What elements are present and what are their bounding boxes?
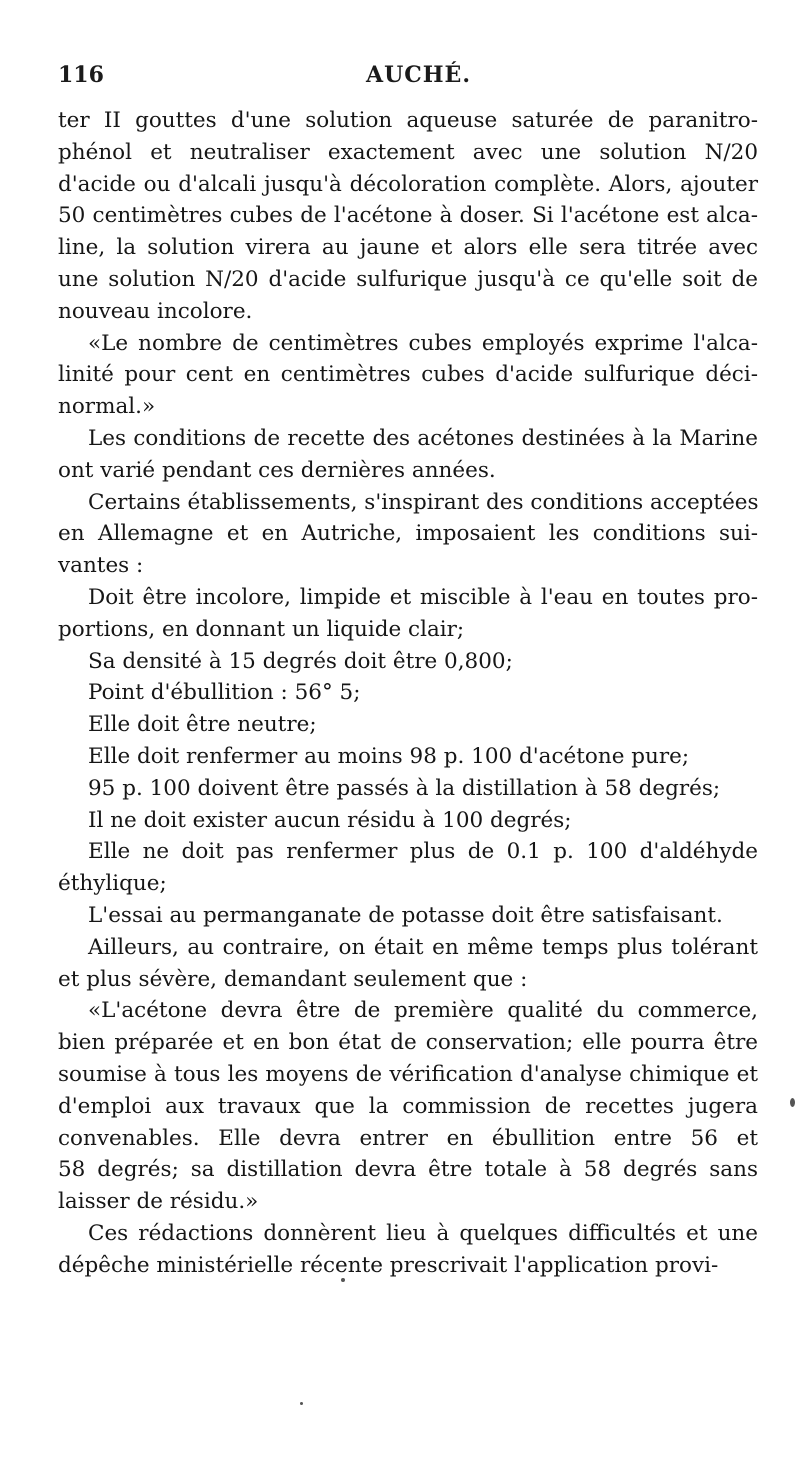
- paragraph: [58, 646, 758, 678]
- paragraph: [58, 932, 758, 996]
- print-speck: [300, 1402, 303, 1405]
- text-line: dépêche ministérielle récente prescrivait l'application provi-: [58, 1252, 719, 1278]
- text-line: une solution N/20 d'acide sulfurique jusqu'à ce qu'elle soit de: [58, 266, 758, 292]
- print-speck: [341, 1278, 345, 1282]
- page-number: 116: [58, 62, 104, 88]
- paragraph: [58, 487, 758, 582]
- paragraph: [58, 773, 758, 805]
- text-line: «L'acétone devra être de première qualité du commerce,: [88, 998, 758, 1024]
- text-line: Elle doit être neutre;: [88, 712, 317, 738]
- text-line: soumise à tous les moyens de vérification d'analyse chimique et: [58, 1061, 758, 1087]
- paragraph: [58, 677, 758, 709]
- page-body-text: [58, 105, 758, 1281]
- text-line: Ailleurs, au contraire, on était en même temps plus tolérant: [88, 934, 758, 960]
- paragraph: [58, 328, 758, 423]
- text-line: phénol et neutraliser exactement avec une solution N/20: [58, 139, 758, 165]
- print-speck: [790, 1098, 795, 1107]
- paragraph: [58, 423, 758, 487]
- text-line: Elle doit renfermer au moins 98 p. 100 d'acétone pure;: [88, 743, 690, 769]
- text-line: et plus sévère, demandant seulement que :: [58, 966, 528, 992]
- text-line: en Allemagne et en Autriche, imposaient les conditions sui-: [58, 521, 758, 547]
- text-line: vantes :: [58, 553, 144, 579]
- text-line: Sa densité à 15 degrés doit être 0,800;: [88, 648, 513, 674]
- paragraph: [58, 709, 758, 741]
- text-line: ont varié pendant ces dernières années.: [58, 457, 496, 483]
- text-line: Doit être incolore, limpide et miscible à l'eau en toutes pro-: [88, 584, 758, 610]
- text-line: convenables. Elle devra entrer en ébullition entre 56 et: [58, 1125, 758, 1151]
- page-header: [58, 62, 758, 102]
- text-line: laisser de résidu.»: [58, 1189, 259, 1215]
- text-line: bien préparée et en bon état de conservation; elle pourra être: [58, 1030, 758, 1056]
- paragraph: [58, 105, 758, 328]
- text-line: L'essai au permanganate de potasse doit être satisfaisant.: [88, 902, 723, 928]
- paragraph: [58, 900, 758, 932]
- text-line: Les conditions de recette des acétones destinées à la Marine: [88, 425, 758, 451]
- running-title: AUCHÉ.: [366, 62, 471, 88]
- text-line: «Le nombre de centimètres cubes employés exprime l'alca-: [88, 330, 758, 356]
- text-line: Ces rédactions donnèrent lieu à quelques difficultés et une: [88, 1220, 758, 1246]
- text-line: éthylique;: [58, 871, 167, 897]
- paragraph: [58, 836, 758, 900]
- text-line: normal.»: [58, 394, 156, 420]
- paragraph: [58, 582, 758, 646]
- text-line: Point d'ébullition : 56° 5;: [88, 680, 361, 706]
- text-line: portions, en donnant un liquide clair;: [58, 616, 465, 642]
- paragraph: [58, 805, 758, 837]
- text-line: d'acide ou d'alcali jusqu'à décoloration complète. Alors, ajouter: [58, 171, 758, 197]
- text-line: 58 degrés; sa distillation devra être totale à 58 degrés sans: [58, 1157, 758, 1183]
- text-line: Certains établissements, s'inspirant des conditions acceptées: [88, 489, 759, 515]
- text-line: line, la solution virera au jaune et alors elle sera titrée avec: [58, 235, 758, 261]
- text-line: ter II gouttes d'une solution aqueuse saturée de paranitro-: [58, 108, 758, 133]
- paragraph: [58, 1218, 758, 1282]
- text-line: linité pour cent en centimètres cubes d'acide sulfurique déci-: [58, 362, 758, 388]
- paragraph: [58, 995, 758, 1218]
- paragraph: [58, 741, 758, 773]
- text-line: 95 p. 100 doivent être passés à la distillation à 58 degrés;: [88, 775, 721, 801]
- text-line: Elle ne doit pas renfermer plus de 0.1 p. 100 d'aldéhyde: [88, 839, 758, 865]
- text-line: d'emploi aux travaux que la commission de recettes jugera: [58, 1093, 758, 1119]
- text-line: nouveau incolore.: [58, 298, 253, 324]
- text-line: 50 centimètres cubes de l'acétone à doser. Si l'acétone est alca-: [58, 203, 758, 229]
- text-line: Il ne doit exister aucun résidu à 100 degrés;: [88, 807, 572, 833]
